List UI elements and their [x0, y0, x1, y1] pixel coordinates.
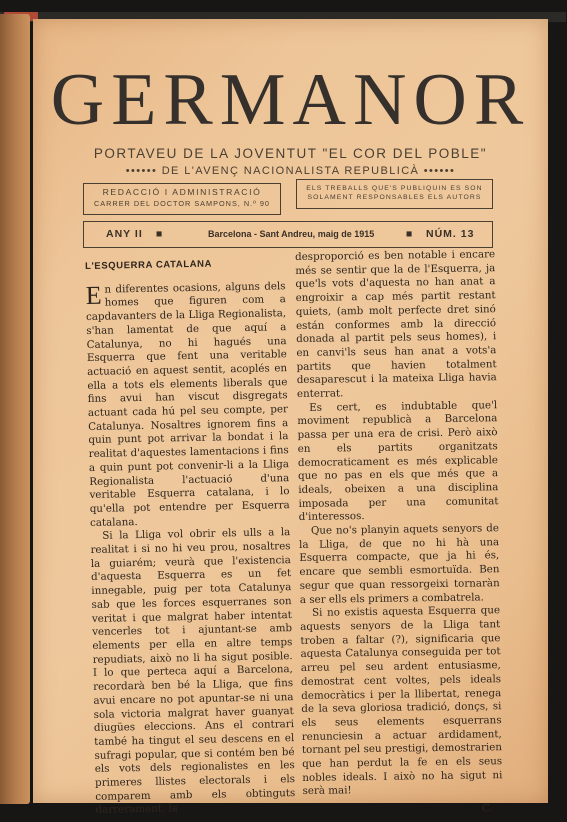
- masthead-title: GERMANOR: [50, 59, 531, 141]
- office-label: REDACCIÓ I ADMINISTRACIÓ: [102, 187, 262, 197]
- issue-year: ANY II: [106, 228, 143, 240]
- article-paragraph: Que no's planyin aquets senyors de la Lliga, de que no hi hà una Esquerra compacte, que ja hi és, encare que sembli esmortuïda. Ben segur que quan ressorgeixi tornaràn a ser ells els primers a combatrela.: [299, 522, 500, 606]
- article-signature: C.: [481, 802, 493, 815]
- previous-page-edge: [0, 14, 30, 804]
- bullet-icon: ■: [156, 228, 163, 240]
- article-paragraph: Si no existis aquesta Esquerra que aquests senyors de la Lliga tant troben a faltar (?), significaria que aquesta Catalunya conseguida per tot arreu pel seu ardent entusiasme, demostrat cent voltes, pels ideals democràtics i per la llibertat, renega de la seva gloriosa tradició, donçs, si els seus elements esquerrans renunciesin a actuar ardidament, tornant pel seu prestigi, demostrarien que han perdut la fe en els seus nobles ideals. I això no ha sigut ni serà mai!: [300, 604, 503, 798]
- place-date: Barcelona - Sant Andreu, maig de 1915: [208, 229, 375, 239]
- masthead-subtitle: PORTAVEU DE LA JOVENTUT "EL COR DEL POBLE": [93, 146, 488, 161]
- article-title: L'ESQUERRA CATALANA: [85, 258, 213, 272]
- article-paragraph: desproporció es ben notable i encare més se sentir que la de l'Esquerra, ja que'ls vots d'aquesta no han anat a engroixir a cap més partit restant quiets, (amb molt perfecte dret sinó están conformes amb la direcció donada al partit pels seus homes), i en canvi'ls seus han anat a vots'a partits que havien totalment desaparescut i la mateixa Lliga havia enterrat.: [295, 248, 497, 401]
- article-paragraph: Es cert, es indubtable que'l moviment republicà a Barcelona passa per una era de crisi. Però això en els partits organitzats democraticament es més explicable que no pas en els que més que a ideals, obeixen a una disciplina imposada per una comunitat d'interessos.: [297, 398, 499, 524]
- masthead-subtitle-2: •••••• DE L'AVENÇ NACIONALISTA REPUBLICÀ ••••••: [125, 165, 456, 177]
- notice-box: [296, 179, 493, 209]
- drop-cap: E: [85, 280, 102, 310]
- article-paragraph: En diferentes ocasions, alguns dels homes que figuren com a capdavanters de la Lliga Regionalista, s'han lamentat de que aquí a Catalunya, no hi hagués una Esquerra que fent una veritable actuació en aquest sentit, acoplés en ella a tots els elements liberals que fins avui han viscut disgregats actuant cada hú pel seu compte, per Catalunya. Nosaltres ignorem fins a quin punt pot arrivar la bondat i la realitat d'aquestes lamentacions i fins a quin punt pot convenir-li a la Lliga Regionalista l'actuació d'una veritable Esquerra catalana, i lo qu'ella pot entendre per Esquerra catalana.: [85, 279, 290, 529]
- article-paragraph: Si la Lliga vol obrir els ulls a la realitat i si no hi veu prou, nosaltres la guiarém; veurà que l'existencia d'aquesta Esquerra es un fet innegable, puig per tota Catalunya sab que les forces esquerranes son veritat i que malgrat haber intentat vencerles tot i ajuntant-se amb elements per ella en altre temps repudiats, això no li ha sigut posible. I lo que perteca aquí a Barcelona, recordarà ben bé la Lliga, que fins avui encare no pot apuntar-se ni una sola victoria malgrat haver guanyat diugües eleccions. Ans el contrari també ha tingut el seu descens en el sufragi popular, que si contém ben bé els vots dels regionalistes en les primeres llistes electorals i els comparem amb els obtinguts darrerament, la: [90, 526, 296, 817]
- notice-line-2: SOLAMENT RESPONSABLES ELS AUTORS: [307, 194, 482, 201]
- issue-number: NÚM. 13: [426, 228, 475, 240]
- issue-dateline: [83, 221, 493, 248]
- article-column-right: [295, 248, 503, 819]
- notice-line-1: ELS TREBALLS QUE'S PUBLIQUIN ES SON: [306, 185, 483, 192]
- office-address: CARRER DEL DOCTOR SAMPONS, N.º 90: [94, 199, 270, 208]
- newspaper-page: [33, 19, 548, 817]
- article-column-left: [85, 256, 296, 818]
- bullet-icon: ■: [406, 228, 413, 240]
- office-box: [83, 183, 281, 215]
